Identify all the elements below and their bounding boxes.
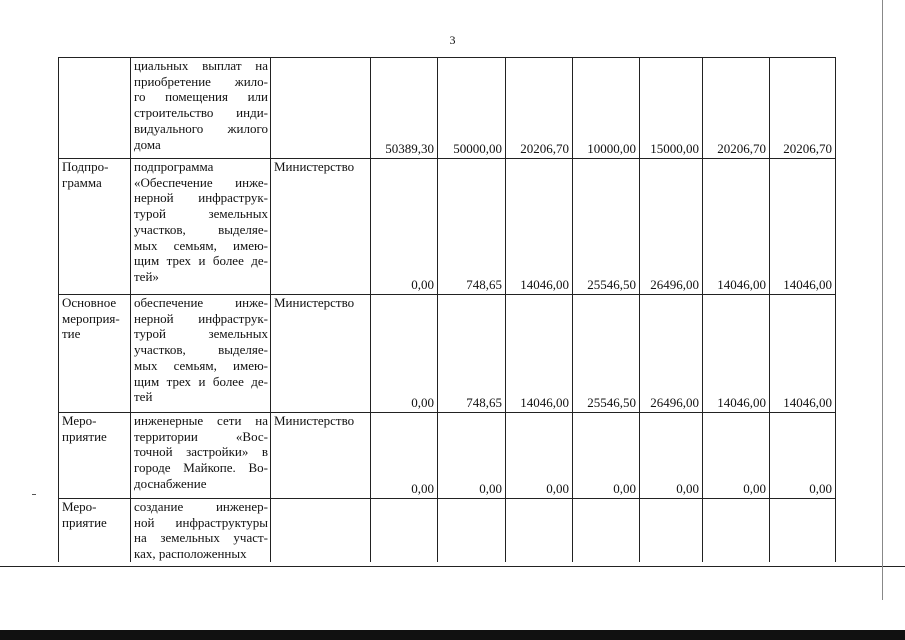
row-type-cell: [59, 413, 131, 499]
description-line: дома: [134, 136, 161, 152]
value-cell: 0,00: [770, 413, 836, 499]
value-cell: [371, 499, 438, 562]
value-cell: 15000,00: [640, 58, 703, 159]
description-line: ках, расположенных: [134, 546, 247, 562]
row-type-line: Меро-: [62, 413, 97, 428]
value-cell: 0,00: [573, 413, 640, 499]
row-type-line: Основное: [62, 295, 117, 310]
executor-cell: Министерство: [271, 413, 371, 499]
description-line: точной застройки» в: [134, 444, 268, 460]
row-type-line: Меро-: [62, 499, 97, 514]
value-cell: 14046,00: [703, 159, 770, 295]
value-cell: 25546,50: [573, 295, 640, 413]
value-cell: 20206,70: [770, 58, 836, 159]
description-cell: [131, 499, 271, 562]
value-cell: 26496,00: [640, 159, 703, 295]
table-row: [59, 159, 836, 295]
description-line: создание инженер-: [134, 499, 268, 514]
row-type-line: приятие: [62, 428, 107, 444]
row-type-cell: [59, 58, 131, 159]
table-row: [59, 499, 836, 562]
table-row: [59, 295, 836, 413]
value-cell: 0,00: [703, 413, 770, 499]
description-line: видуального жилого: [134, 120, 268, 136]
description-line: циальных выплат на: [134, 58, 268, 73]
value-cell: [506, 499, 573, 562]
description-line: строительство инди-: [134, 105, 268, 121]
value-cell: 0,00: [438, 413, 506, 499]
description-line: мых семьям, имею-: [134, 237, 268, 253]
value-cell: 25546,50: [573, 159, 640, 295]
executor-cell: Министерство: [271, 159, 371, 295]
description-line: подпрограмма: [134, 159, 214, 174]
table-row: [59, 58, 836, 159]
description-line: тей»: [134, 268, 159, 284]
description-line: «Обеспечение инже-: [134, 174, 268, 190]
value-cell: 748,65: [438, 295, 506, 413]
value-cell: 50000,00: [438, 58, 506, 159]
value-cell: 20206,70: [703, 58, 770, 159]
row-type-line: грамма: [62, 174, 102, 190]
description-line: участков, выделяе-: [134, 342, 268, 358]
value-cell: 748,65: [438, 159, 506, 295]
description-line: городе Майкопе. Во-: [134, 460, 268, 476]
value-cell: 0,00: [371, 413, 438, 499]
description-cell: [131, 413, 271, 499]
value-cell: [640, 499, 703, 562]
description-line: нерной инфраструк-: [134, 190, 268, 206]
value-cell: 14046,00: [506, 295, 573, 413]
description-line: инженерные сети на: [134, 413, 268, 428]
value-cell: [703, 499, 770, 562]
value-cell: 0,00: [640, 413, 703, 499]
row-type-cell: [59, 295, 131, 413]
row-type-cell: [59, 159, 131, 295]
value-cell: 10000,00: [573, 58, 640, 159]
row-type-line: Подпро-: [62, 159, 109, 174]
description-line: ной инфраструктуры: [134, 514, 268, 530]
row-type-cell: [59, 499, 131, 562]
executor-cell: Министерство: [271, 295, 371, 413]
table-row: [59, 413, 836, 499]
value-cell: [573, 499, 640, 562]
margin-tick: [32, 494, 36, 495]
description-line: на земельных участ-: [134, 530, 268, 546]
description-line: щим трех и более де-: [134, 253, 268, 269]
row-type-line: приятие: [62, 514, 107, 530]
description-line: го помещения или: [134, 89, 268, 105]
value-cell: [438, 499, 506, 562]
description-line: нерной инфраструк-: [134, 310, 268, 326]
description-line: участков, выделяе-: [134, 221, 268, 237]
value-cell: 14046,00: [703, 295, 770, 413]
scan-bottom-band: [0, 630, 905, 640]
description-line: территории «Вос-: [134, 428, 268, 444]
description-line: турой земельных: [134, 326, 268, 342]
value-cell: 0,00: [371, 295, 438, 413]
bottom-rule: [0, 566, 905, 567]
row-type-line: мероприя-: [62, 310, 120, 326]
value-cell: 14046,00: [770, 295, 836, 413]
budget-table: [58, 57, 836, 562]
page-edge: [882, 0, 883, 600]
description-line: мых семьям, имею-: [134, 357, 268, 373]
description-line: турой земельных: [134, 206, 268, 222]
description-line: тей: [134, 389, 153, 405]
executor-cell: [271, 58, 371, 159]
value-cell: [770, 499, 836, 562]
value-cell: 20206,70: [506, 58, 573, 159]
executor-cell: [271, 499, 371, 562]
description-cell: [131, 58, 271, 159]
description-line: приобретение жило-: [134, 73, 268, 89]
value-cell: 0,00: [506, 413, 573, 499]
page-number: 3: [449, 33, 456, 47]
value-cell: 0,00: [371, 159, 438, 295]
value-cell: 26496,00: [640, 295, 703, 413]
value-cell: 50389,30: [371, 58, 438, 159]
row-type-line: тие: [62, 326, 81, 342]
description-line: щим трех и более де-: [134, 373, 268, 389]
description-cell: [131, 159, 271, 295]
value-cell: 14046,00: [506, 159, 573, 295]
description-line: доснабжение: [134, 475, 207, 491]
value-cell: 14046,00: [770, 159, 836, 295]
description-line: обеспечение инже-: [134, 295, 268, 310]
description-cell: [131, 295, 271, 413]
